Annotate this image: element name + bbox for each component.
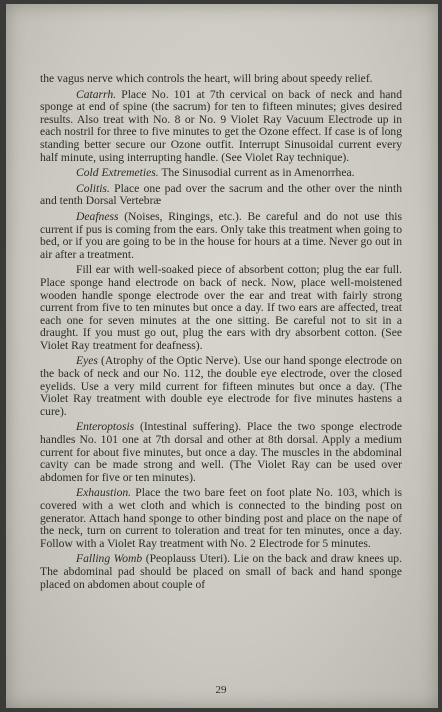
paragraph-enteroptosis: Enteroptosis (Intestinal suffering). Place the two sponge electrode handles No. 101 one at 7th dorsal and other at 8th dorsal. Apply a medium current for about five minutes, but once a day. The muscles in the abdominal cavity can be made strong and well. (The Violet Ray can be used over abdomen for five or ten minutes).: [40, 420, 402, 484]
page-number: 29: [215, 684, 227, 696]
paragraph-falling-womb: Falling Womb (Peoplauss Uteri). Lie on the back and draw knees up. The abdominal pad should be placed on small of back and hand sponge placed on abdomen about couple of: [40, 552, 402, 591]
page-body-text: [40, 73, 402, 594]
paragraph-deafness-continued: Fill ear with well-soaked piece of absorbent cotton; plug the ear full. Place sponge hand electrode on back of neck. Now, place well-moistened wooden handle sponge electrode over the ear and treat with fairly strong current from five to ten minutes but once a day. If two ears are affected, treat each one for seven minutes at the one sitting. Be careful not to sit in a draught. If you must go out, plug the ears with dry absorbent cotton. (See Violet Ray treatment for deafness).: [40, 263, 402, 352]
paragraph-deafness: Deafness (Noises, Ringings, etc.). Be careful and do not use this current if pus is coming from the ears. Only take this treatment when going to bed, or if you are going to be in the house for hours at a time. Never go out in air after a treatment.: [40, 209, 402, 261]
paragraph-colitis: Colitis. Place one pad over the sacrum and the other over the ninth and tenth Dorsal Vertebræ: [40, 181, 402, 208]
paragraph-catarrh: Catarrh. Place No. 101 at 7th cervical on back of neck and hand sponge at end of spine (the sacrum) for ten to fifteen minutes; gives desired results. Also treat with No. 8 or No. 9 Violet Ray Vacuum Electrode up in each nostril for three to five minutes to get the Ozone effect. If case is of long standing better secure our Ozone outfit. Interrupt Sinusoidal current every half minute, using interrupting handle. (See Violet Ray technique).: [40, 87, 402, 164]
paragraph-eyes: Eyes (Atrophy of the Optic Nerve). Use our hand sponge electrode on the back of neck and our No. 112, the double eye electrode, over the closed eyelids. Use a very mild current for fifteen minutes but once a day. (The Violet Ray treatment with double eye electrode for five minutes hastens a cure).: [40, 354, 402, 418]
paragraph: the vagus nerve which controls the heart, will bring about speedy relief.: [40, 72, 373, 85]
paragraph-cold-extremeties: Cold Extremeties. The Sinusodial current as in Amenorrhea.: [76, 166, 355, 180]
paragraph-exhaustion: Exhaustion. Place the two bare feet on foot plate No. 103, which is covered with a wet cloth and which is connected to the binding post on generator. Attach hand sponge to other binding post and place on the nape of the neck, turn on current to toleration and treat for ten minutes, once a day. Follow with a Violet Ray treatment with No. 2 Electrode for 5 minutes.: [40, 486, 402, 550]
